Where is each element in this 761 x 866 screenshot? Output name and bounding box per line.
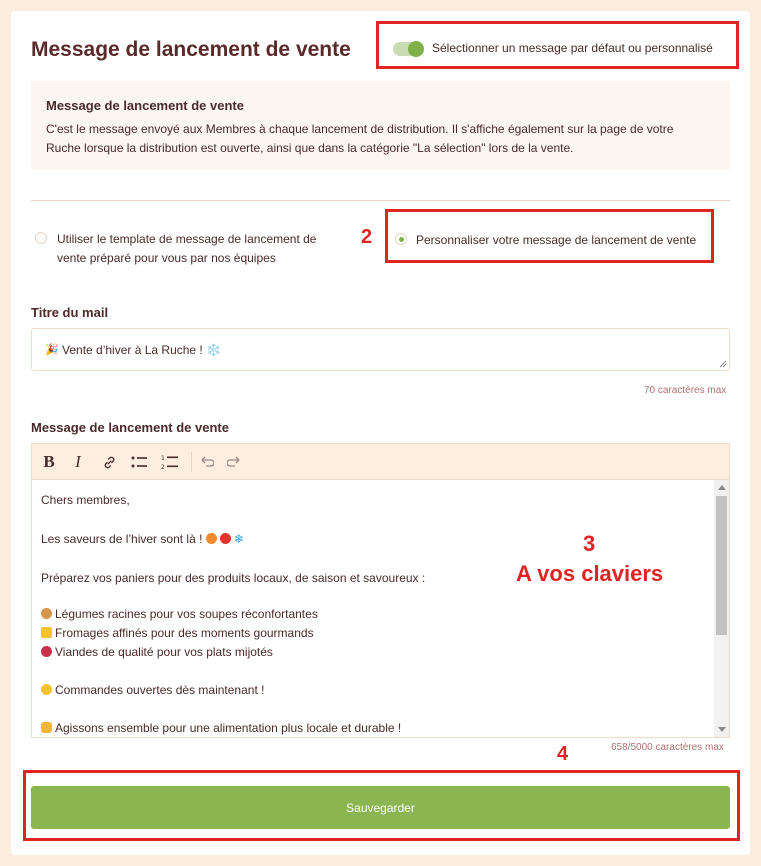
- divider: [31, 200, 730, 201]
- annotation-number-2: 2: [361, 226, 373, 248]
- custom-option-label[interactable]: Personnaliser votre message de lancement de vente: [416, 233, 697, 247]
- toggle-label: Sélectionner un message par défaut ou personnalisé: [432, 41, 713, 55]
- numbered-list-icon: [161, 454, 179, 470]
- message-line-text: Légumes racines pour vos soupes réconfortantes: [55, 607, 318, 621]
- template-radio[interactable]: [35, 232, 47, 244]
- annotation-number-3: 3: [583, 531, 596, 556]
- cheese-emoji: [41, 627, 52, 638]
- editor-toolbar: [31, 443, 730, 480]
- message-label: Message de lancement de vente: [31, 420, 229, 435]
- mail-title-value: Vente d’hiver à La Ruche ! ❄️: [62, 343, 222, 357]
- scroll-up-arrow-icon[interactable]: [718, 485, 726, 490]
- message-editor[interactable]: [31, 479, 730, 738]
- message-line-text: Fromages affinés pour des moments gourmands: [55, 626, 314, 640]
- tomato-emoji: [220, 533, 231, 544]
- sun-emoji: [41, 684, 52, 695]
- toggle-knob: [408, 41, 424, 57]
- message-line-text: Commandes ouvertes dès maintenant !: [55, 683, 265, 697]
- message-line: Chers membres,: [41, 493, 130, 507]
- message-line-text: Les saveurs de l’hiver sont là !: [41, 532, 203, 546]
- page-title: Message de lancement de vente: [31, 38, 351, 61]
- message-line: [41, 645, 273, 659]
- template-option-line2: vente préparé pour vous par nos équipes: [57, 251, 276, 265]
- numbered-list-button[interactable]: [158, 444, 182, 480]
- redo-icon: [227, 456, 243, 468]
- message-line-text: Viandes de qualité pour vos plats mijotés: [55, 645, 273, 659]
- svg-text:2: 2: [161, 464, 165, 470]
- undo-button[interactable]: [194, 444, 218, 480]
- info-text-line1: C'est le message envoyé aux Membres à chaque lancement de distribution. Il s'affiche également sur la page de votre: [46, 122, 674, 136]
- undo-icon: [198, 456, 214, 468]
- bold-button[interactable]: B: [43, 452, 55, 471]
- message-line: [41, 721, 401, 735]
- bullet-list-button[interactable]: [127, 444, 151, 480]
- editor-scrollbar[interactable]: [714, 480, 729, 737]
- potato-emoji: [41, 608, 52, 619]
- snowflake-emoji: ❄: [233, 532, 244, 546]
- custom-radio[interactable]: [395, 233, 407, 245]
- save-button[interactable]: Sauvegarder: [31, 786, 730, 829]
- mail-title-label: Titre du mail: [31, 305, 109, 320]
- carrot-emoji: [206, 533, 217, 544]
- default-custom-toggle[interactable]: [393, 42, 423, 56]
- info-text-line2: Ruche lorsque la distribution est ouverte, ainsi que dans la catégorie "La sélection" lors de la vente.: [46, 141, 574, 155]
- scrollbar-thumb[interactable]: [716, 496, 727, 635]
- annotation-text-3: A vos claviers: [516, 561, 664, 586]
- mail-title-input[interactable]: [31, 328, 730, 371]
- bullet-list-icon: [131, 455, 148, 470]
- message-line: [41, 607, 318, 621]
- message-line: [41, 626, 314, 640]
- template-option-line1: Utiliser le template de message de lancement de: [57, 232, 317, 246]
- svg-text:1: 1: [161, 455, 165, 462]
- message-counter: 658/5000 caractères max: [611, 742, 724, 753]
- message-line-text: Agissons ensemble pour une alimentation plus locale et durable !: [55, 721, 402, 735]
- message-line: [41, 683, 264, 697]
- link-button[interactable]: [97, 444, 121, 480]
- link-icon: [102, 455, 117, 470]
- mail-title-hint: 70 caractères max: [644, 385, 727, 396]
- info-title: Message de lancement de vente: [46, 98, 244, 113]
- annotation-number-4: 4: [557, 743, 569, 765]
- toolbar-separator: [191, 452, 192, 472]
- meat-emoji: [41, 646, 52, 657]
- scroll-down-arrow-icon[interactable]: [718, 727, 726, 732]
- message-line: Préparez vos paniers pour des produits locaux, de saison et savoureux :: [41, 571, 426, 585]
- italic-button[interactable]: I: [75, 452, 81, 471]
- pointing-hand-emoji: [41, 722, 52, 733]
- redo-button[interactable]: [223, 444, 247, 480]
- message-line: [41, 532, 244, 546]
- resize-handle-icon[interactable]: [719, 360, 727, 368]
- party-emoji-icon: 🎉: [45, 344, 59, 356]
